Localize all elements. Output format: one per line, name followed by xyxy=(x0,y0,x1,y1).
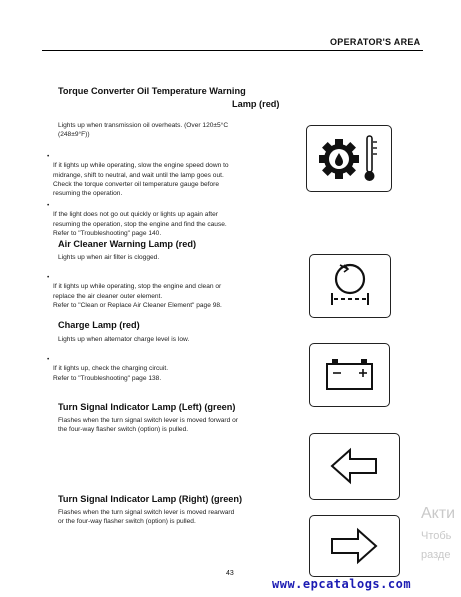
bullet-text: If it lights up, check the charging circuit. Refer to "Troubleshooting" page 138. xyxy=(53,365,169,382)
charge-lamp-title: Charge Lamp (red) xyxy=(58,320,140,330)
bullet-text: If it lights up while operating, slow the engine speed down to midrange, shift to neutral, and wait until the lamp goes out. Check the torque converter oil temperature gauge before resuming the operation. xyxy=(53,162,229,198)
air-cleaner-icon xyxy=(309,254,391,318)
turn-signal-left-desc: Flashes when the turn signal switch lever is moved forward or the four-way flasher switch (option) is pulled. xyxy=(58,417,238,434)
torque-converter-bullet-1 xyxy=(47,152,288,198)
activation-watermark-line2: Чтобь xyxy=(421,530,452,542)
bullet-text: If the light does not go out quickly or lights up again after resuming the operation, stop the engine and find the cause. Refer to "Troubleshooting" page 140. xyxy=(53,211,227,237)
air-cleaner-bullet-1 xyxy=(47,273,288,310)
left-arrow-icon xyxy=(309,433,400,500)
activation-watermark-line3: разде xyxy=(421,549,451,561)
air-cleaner-desc: Lights up when air filter is clogged. xyxy=(58,254,160,261)
battery-icon xyxy=(309,343,390,407)
torque-converter-title: Torque Converter Oil Temperature Warning xyxy=(58,86,246,96)
section-header: OPERATOR'S AREA xyxy=(330,37,421,47)
turn-signal-right-title: Turn Signal Indicator Lamp (Right) (green) xyxy=(58,494,243,504)
charge-lamp-bullet-1 xyxy=(47,355,288,383)
turn-signal-left-title: Turn Signal Indicator Lamp (Left) (green) xyxy=(58,402,236,412)
torque-converter-desc: Lights up when transmission oil overheats. (Over 120±5°C (248±9°F)) xyxy=(58,122,229,139)
bullet-dot: • xyxy=(47,356,50,363)
bullet-dot: • xyxy=(47,202,50,209)
header-rule xyxy=(42,50,423,51)
torque-converter-bullet-2 xyxy=(47,201,288,238)
charge-lamp-desc: Lights up when alternator charge level is low. xyxy=(58,336,190,343)
activation-watermark-line1: Акти xyxy=(421,505,456,522)
bullet-text: If it lights up while operating, stop the engine and clean or replace the air cleaner outer element. Refer to "Clean or Replace Air Cleaner Element" page 98. xyxy=(53,283,222,309)
torque-converter-title-line2: Lamp (red) xyxy=(232,99,280,109)
right-arrow-icon xyxy=(309,515,400,577)
turn-signal-right-desc: Flashes when the turn signal switch lever is moved rearward or the four-way flasher switch (option) is pulled. xyxy=(58,509,235,526)
page-number: 43 xyxy=(226,570,234,577)
torque-converter-oil-temp-icon xyxy=(306,125,392,192)
bullet-dot: • xyxy=(47,153,50,160)
bullet-dot: • xyxy=(47,274,50,281)
air-cleaner-title: Air Cleaner Warning Lamp (red) xyxy=(58,239,197,249)
site-watermark[interactable]: www.epcatalogs.com xyxy=(272,577,412,591)
